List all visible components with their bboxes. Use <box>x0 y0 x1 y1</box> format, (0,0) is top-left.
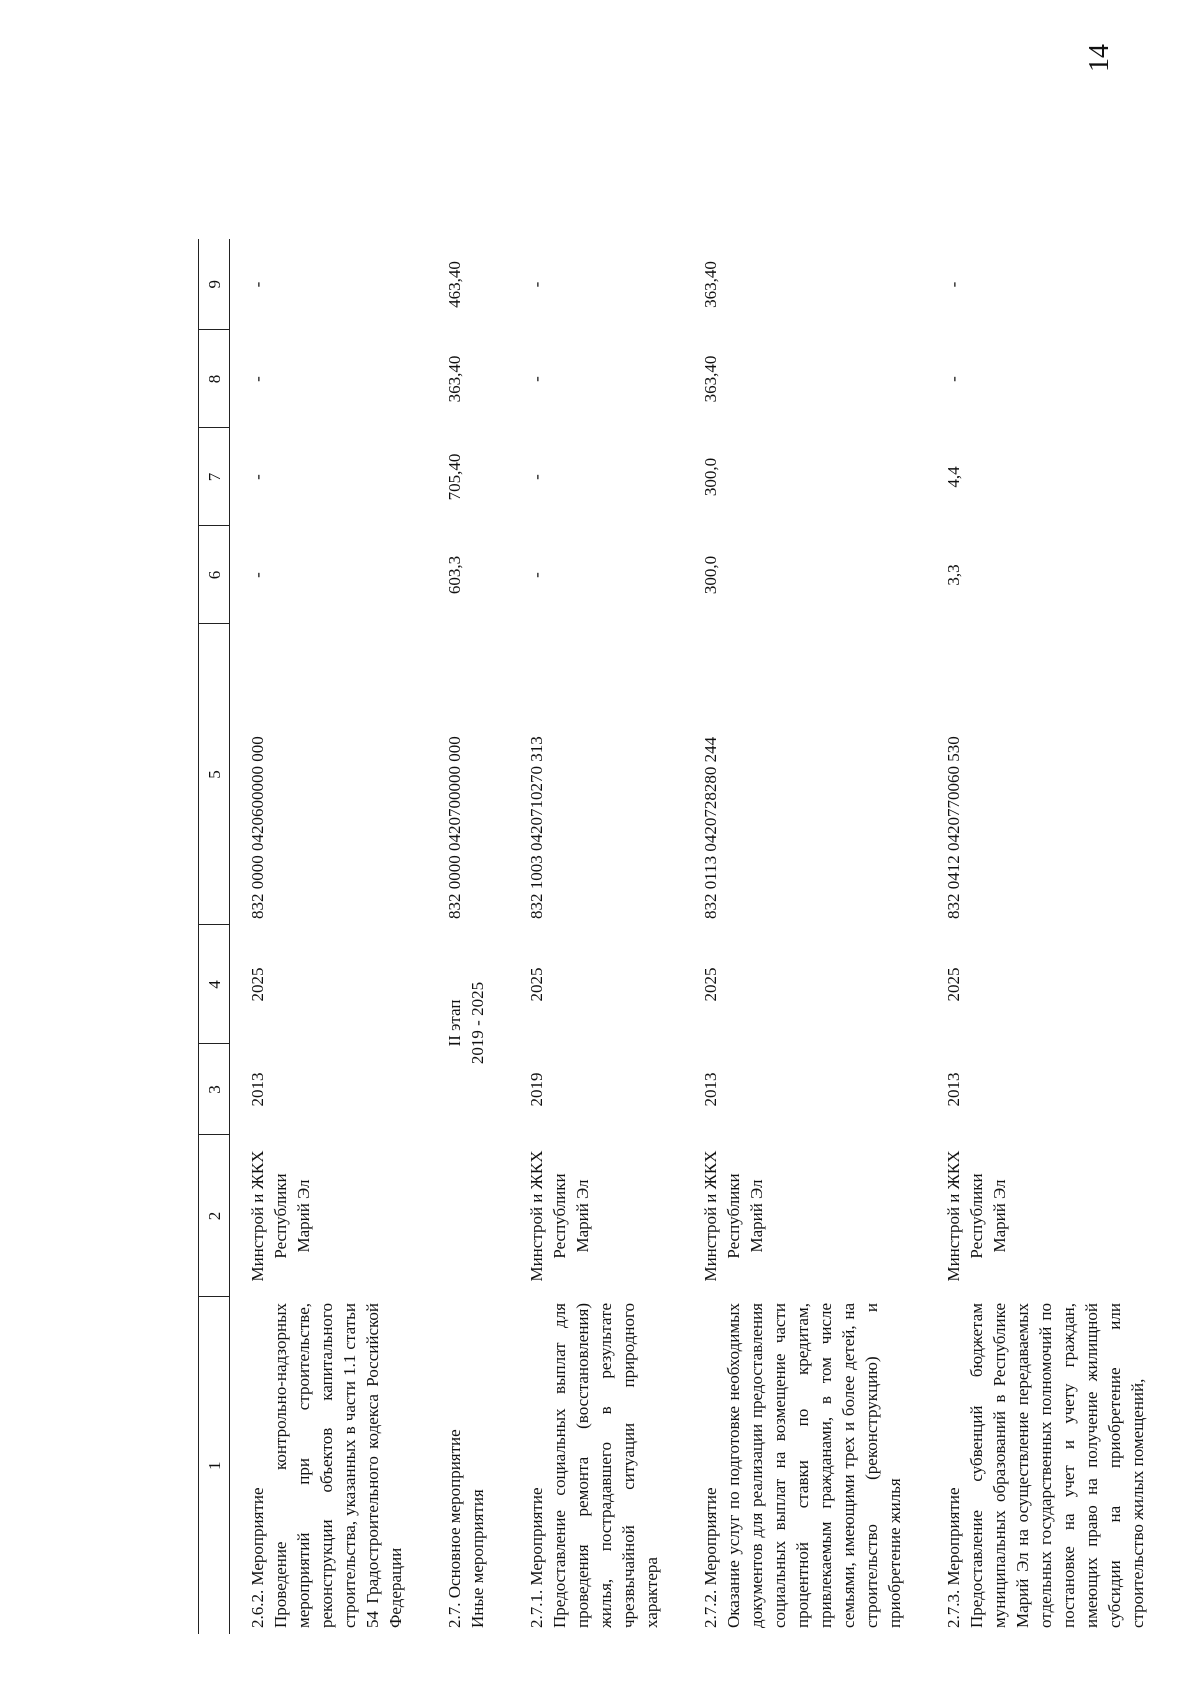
stage-cell: II этап 2019 - 2025 <box>445 981 487 1065</box>
header-row <box>199 239 230 1634</box>
budget-code-cell: 832 0412 0420770060 530 <box>944 736 963 919</box>
table-row <box>427 239 509 1634</box>
value-cell-9: 363,40 <box>701 261 720 308</box>
column-header: 8 <box>199 330 230 428</box>
measure-cell <box>926 1297 1169 1634</box>
table-row <box>230 239 428 1634</box>
value-cell-8: - <box>248 376 267 382</box>
value-cell-7: 300,0 <box>701 457 720 497</box>
table-row <box>509 239 683 1634</box>
value-cell-6: 603,3 <box>445 555 464 595</box>
program-table <box>198 239 1169 1634</box>
start-year-cell: 2013 <box>944 1072 963 1107</box>
start-year-cell: 2013 <box>701 1072 720 1107</box>
column-header: 2 <box>199 1135 230 1297</box>
executor-cell: Минстрой и ЖКХ Республики Марий Эл <box>944 1150 1009 1282</box>
value-cell-9: - <box>527 281 546 288</box>
executor-cell: Минстрой и ЖКХ Республики Марий Эл <box>527 1150 592 1282</box>
executor-cell: Минстрой и ЖКХ Республики Марий Эл <box>248 1150 313 1282</box>
measure-title: 2.7. Основное мероприятие <box>445 1429 464 1628</box>
value-cell-7: - <box>527 474 546 480</box>
start-year-cell: 2013 <box>248 1072 267 1107</box>
measure-description: Иные мероприятия <box>468 1489 487 1628</box>
measure-description: Предоставление субвенций бюджетам муниципальных образований в Республике Марий Эл на осуществление передаваемых отдельных государственных полномочий по постановке на учет и учету граждан, имеющих право на получение жилищной субсидии на приобретение или строительство жилых помещений, <box>967 1303 1147 1628</box>
column-header: 4 <box>199 925 230 1044</box>
measure-cell <box>230 1297 428 1634</box>
measure-description: Проведение контрольно-надзорных мероприятий при строительстве, реконструкции объектов капитального строительства, указанных в части 1.1 статьи 54 Градостроительного кодекса Российской Федерации <box>271 1303 405 1628</box>
budget-code-cell: 832 0000 0420600000 000 <box>248 736 267 919</box>
measure-title: 2.7.2. Мероприятие <box>701 1487 720 1628</box>
column-header: 1 <box>199 1297 230 1634</box>
value-cell-8: - <box>527 376 546 382</box>
column-header: 6 <box>199 526 230 624</box>
end-year-cell: 2025 <box>248 967 267 1002</box>
value-cell-9: 463,40 <box>445 261 464 308</box>
value-cell-9: - <box>944 281 963 288</box>
budget-code-cell: 832 0113 0420728280 244 <box>701 736 720 919</box>
measure-title: 2.7.1. Мероприятие <box>527 1487 546 1628</box>
value-cell-7: 4,4 <box>944 466 963 488</box>
measure-cell <box>509 1297 683 1634</box>
executor-cell <box>427 1135 509 1297</box>
end-year-cell: 2025 <box>944 967 963 1002</box>
value-cell-8: 363,40 <box>701 355 720 403</box>
value-cell-7: - <box>248 474 267 480</box>
measure-title: 2.7.3. Мероприятие <box>944 1487 963 1628</box>
measure-cell <box>427 1297 509 1634</box>
budget-code-cell: 832 0000 0420700000 000 <box>445 736 464 919</box>
measure-description: Предоставление социальных выплат для проведения ремонта (восстановления) жилья, пострадавшего в результате чрезвычайной ситуации природного характера <box>550 1303 661 1628</box>
end-year-cell: 2025 <box>701 967 720 1002</box>
value-cell-6: - <box>248 572 267 578</box>
value-cell-6: 3,3 <box>944 564 963 586</box>
value-cell-8: 363,40 <box>445 355 464 403</box>
value-cell-6: - <box>527 572 546 578</box>
measure-description: Оказание услуг по подготовке необходимых документов для реализации предоставления социальных выплат на возмещение части процентной ставки по кредитам, привлекаемым гражданами, в том числе семьями, имеющими трех и более детей, на строительство (реконструкцию) и приобретение жилья <box>724 1303 904 1628</box>
value-cell-7: 705,40 <box>445 453 464 501</box>
budget-code-cell: 832 1003 0420710270 313 <box>527 736 546 919</box>
start-year-cell: 2019 <box>527 1072 546 1107</box>
value-cell-9: - <box>248 281 267 288</box>
measure-cell <box>683 1297 926 1634</box>
executor-cell: Минстрой и ЖКХ Республики Марий Эл <box>701 1150 766 1282</box>
value-cell-6: 300,0 <box>701 555 720 595</box>
table-row <box>683 239 926 1634</box>
end-year-cell: 2025 <box>527 967 546 1002</box>
measure-title: 2.6.2. Мероприятие <box>248 1487 267 1628</box>
column-header: 7 <box>199 428 230 526</box>
column-header: 5 <box>199 624 230 925</box>
page-number: 14 <box>1084 44 1115 72</box>
value-cell-8: - <box>944 376 963 382</box>
column-header: 9 <box>199 239 230 330</box>
column-header: 3 <box>199 1044 230 1135</box>
table-row <box>926 239 1169 1634</box>
